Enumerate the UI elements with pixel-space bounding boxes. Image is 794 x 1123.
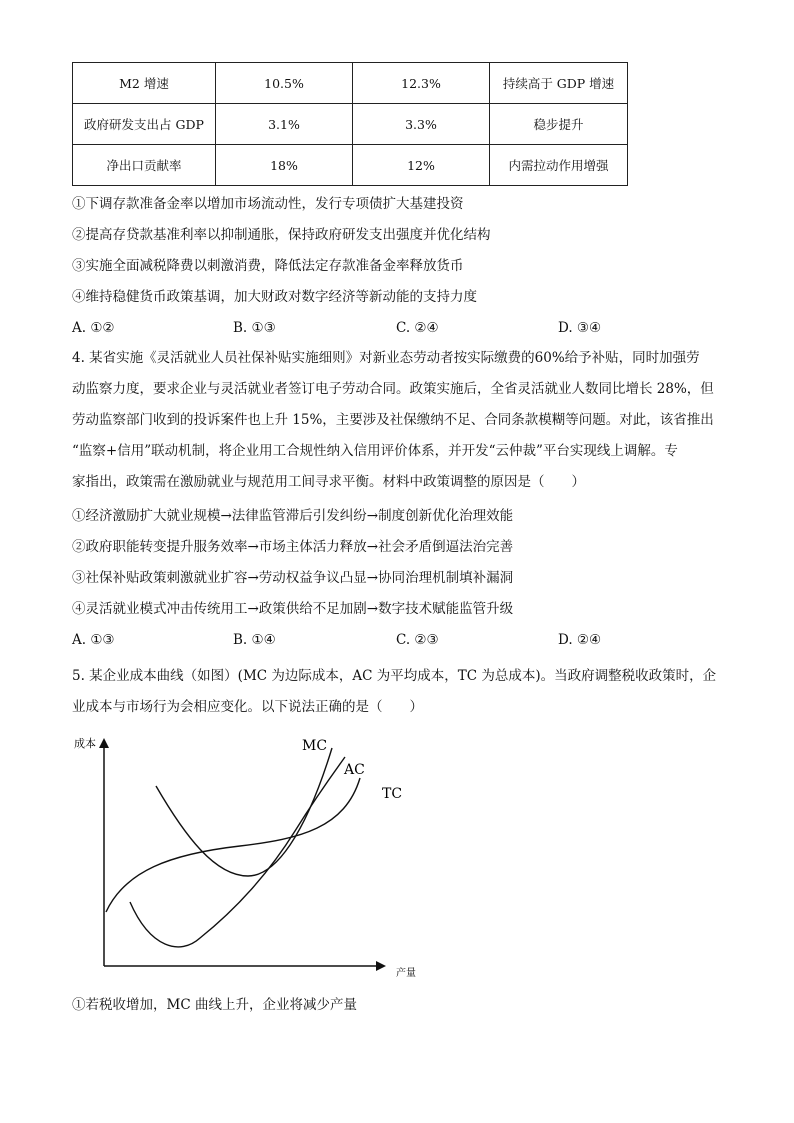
- q3-option-d[interactable]: D. ③④: [558, 320, 602, 336]
- q4-stem-line: 家指出，政策需在激励就业与规范用工间寻求平衡。材料中政策调整的原因是（ ）: [72, 474, 585, 490]
- q5-item-1: ①若税收增加，MC 曲线上升，企业将减少产量: [72, 997, 357, 1013]
- q3-option-c[interactable]: C. ②④: [396, 320, 439, 336]
- q3-item-2: ②提高存贷款基准利率以抑制通胀，保持政府研发支出强度并优化结构: [72, 227, 491, 243]
- table-cell: 12%: [353, 145, 490, 186]
- table-cell: 政府研发支出占 GDP: [73, 104, 216, 145]
- q3-item-1: ①下调存款准备金率以增加市场流动性，发行专项债扩大基建投资: [72, 196, 464, 212]
- indicator-table: [72, 62, 628, 186]
- q4-item-3: ③社保补贴政策刺激就业扩容→劳动权益争议凸显→协同治理机制填补漏洞: [72, 570, 514, 586]
- cost-curve-diagram: [70, 726, 430, 986]
- table-row: [73, 63, 628, 104]
- q3-option-b[interactable]: B. ①③: [233, 320, 276, 336]
- q4-stem-line: 劳动监察部门收到的投诉案件也上升 15%，主要涉及社保缴纳不足、合同条款模糊等问题。对此，该省推出: [72, 412, 714, 428]
- table-cell: 稳步提升: [490, 104, 628, 145]
- q3-item-3: ③实施全面减税降费以刺激消费，降低法定存款准备金率释放货币: [72, 258, 464, 274]
- tc-curve: [106, 778, 360, 912]
- table-cell: 内需拉动作用增强: [490, 145, 628, 186]
- q5-stem-line: 5. 某企业成本曲线（如图）(MC 为边际成本，AC 为平均成本，TC 为总成本)。当政府调整税收政策时，企: [72, 668, 717, 684]
- table-cell: 18%: [216, 145, 353, 186]
- q3-item-4: ④维持稳健货币政策基调，加大财政对数字经济等新动能的支持力度: [72, 289, 477, 305]
- ac-label: AC: [344, 762, 365, 778]
- ac-curve: [130, 757, 345, 947]
- table-cell: 12.3%: [353, 63, 490, 104]
- q4-option-a[interactable]: A. ①③: [72, 632, 115, 648]
- q4-item-4: ④灵活就业模式冲击传统用工→政策供给不足加剧→数字技术赋能监管升级: [72, 601, 514, 617]
- q4-stem-line: “监察+信用”联动机制，将企业用工合规性纳入信用评价体系，并开发“云仲裁”平台实现线上调解。专: [72, 443, 678, 459]
- table-cell: M2 增速: [73, 63, 216, 104]
- table-cell: 净出口贡献率: [73, 145, 216, 186]
- q5-stem-line: 业成本与市场行为会相应变化。以下说法正确的是（ ）: [72, 699, 423, 715]
- x-axis-label: 产量: [396, 968, 416, 979]
- mc-label: MC: [302, 738, 328, 754]
- q4-option-c[interactable]: C. ②③: [396, 632, 439, 648]
- q4-item-1: ①经济激励扩大就业规模→法律监管滞后引发纠纷→制度创新优化治理效能: [72, 508, 514, 524]
- tc-label: TC: [382, 786, 403, 802]
- q3-option-a[interactable]: A. ①②: [72, 320, 115, 336]
- table-cell: 10.5%: [216, 63, 353, 104]
- table-cell: 3.1%: [216, 104, 353, 145]
- table-row: [73, 145, 628, 186]
- q4-stem: [72, 343, 732, 498]
- q4-stem-line: 4. 某省实施《灵活就业人员社保补贴实施细则》对新业态劳动者按实际缴费的60%给予补贴，同时加强劳: [72, 350, 700, 366]
- table-cell: 持续高于 GDP 增速: [490, 63, 628, 104]
- table-cell: 3.3%: [353, 104, 490, 145]
- q5-stem: [72, 661, 732, 723]
- q4-option-b[interactable]: B. ①④: [233, 632, 276, 648]
- q4-option-d[interactable]: D. ②④: [558, 632, 602, 648]
- y-axis-label: 成本: [74, 737, 96, 750]
- q4-stem-line: 动监察力度，要求企业与灵活就业者签订电子劳动合同。政策实施后，全省灵活就业人数同比增长 28%，但: [72, 381, 714, 397]
- q4-item-2: ②政府职能转变提升服务效率→市场主体活力释放→社会矛盾倒逼法治完善: [72, 539, 514, 555]
- table-row: [73, 104, 628, 145]
